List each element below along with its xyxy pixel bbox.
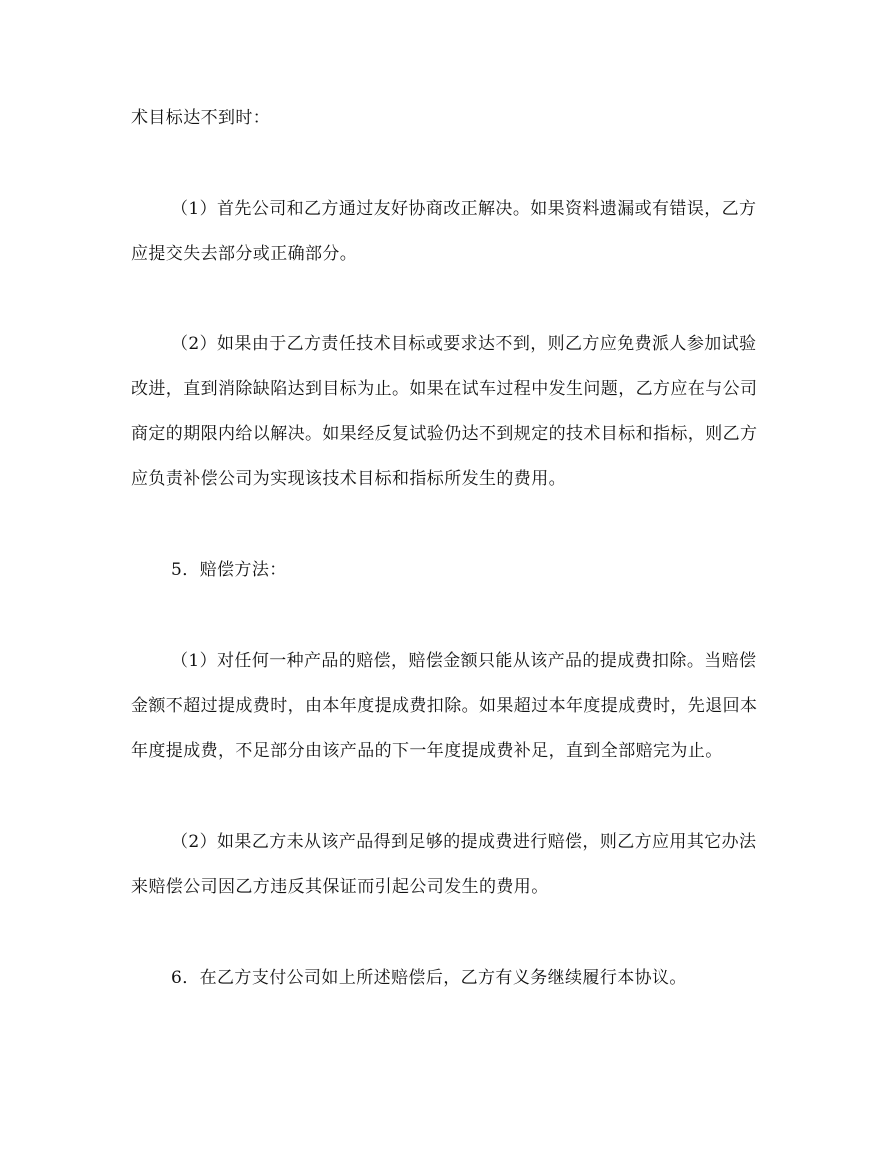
text-line: 应提交失去部分或正确部分。 <box>131 244 358 264</box>
text-line: 来赔偿公司因乙方违反其保证而引起公司发生的费用。 <box>131 877 549 897</box>
section-heading: 6．在乙方支付公司如上所述赔偿后，乙方有义务继续履行本协议。 <box>171 968 687 988</box>
text-line: 改进，直到消除缺陷达到目标为止。如果在试车过程中发生问题，乙方应在与公司 <box>131 379 758 399</box>
text-line: 商定的期限内给以解决。如果经反复试验仍达不到规定的技术目标和指标，则乙方 <box>131 424 758 444</box>
text-line: （1）首先公司和乙方通过友好协商改正解决。如果资料遗漏或有错误，乙方 <box>171 199 757 219</box>
text-line: （2）如果乙方未从该产品得到足够的提成费进行赔偿，则乙方应用其它办法 <box>171 832 757 852</box>
text-line: （2）如果由于乙方责任技术目标或要求达不到，则乙方应免费派人参加试验 <box>171 334 757 354</box>
text-line: 术目标达不到时： <box>131 108 271 128</box>
section-heading: 5．赔偿方法： <box>171 560 287 580</box>
text-line: 应负责补偿公司为实现该技术目标和指标所发生的费用。 <box>131 469 566 489</box>
text-line: 年度提成费，不足部分由该产品的下一年度提成费补足，直到全部赔完为止。 <box>131 741 723 761</box>
text-line: 金额不超过提成费时，由本年度提成费扣除。如果超过本年度提成费时，先退回本 <box>131 696 758 716</box>
text-line: （1）对任何一种产品的赔偿，赔偿金额只能从该产品的提成费扣除。当赔偿 <box>171 651 757 671</box>
